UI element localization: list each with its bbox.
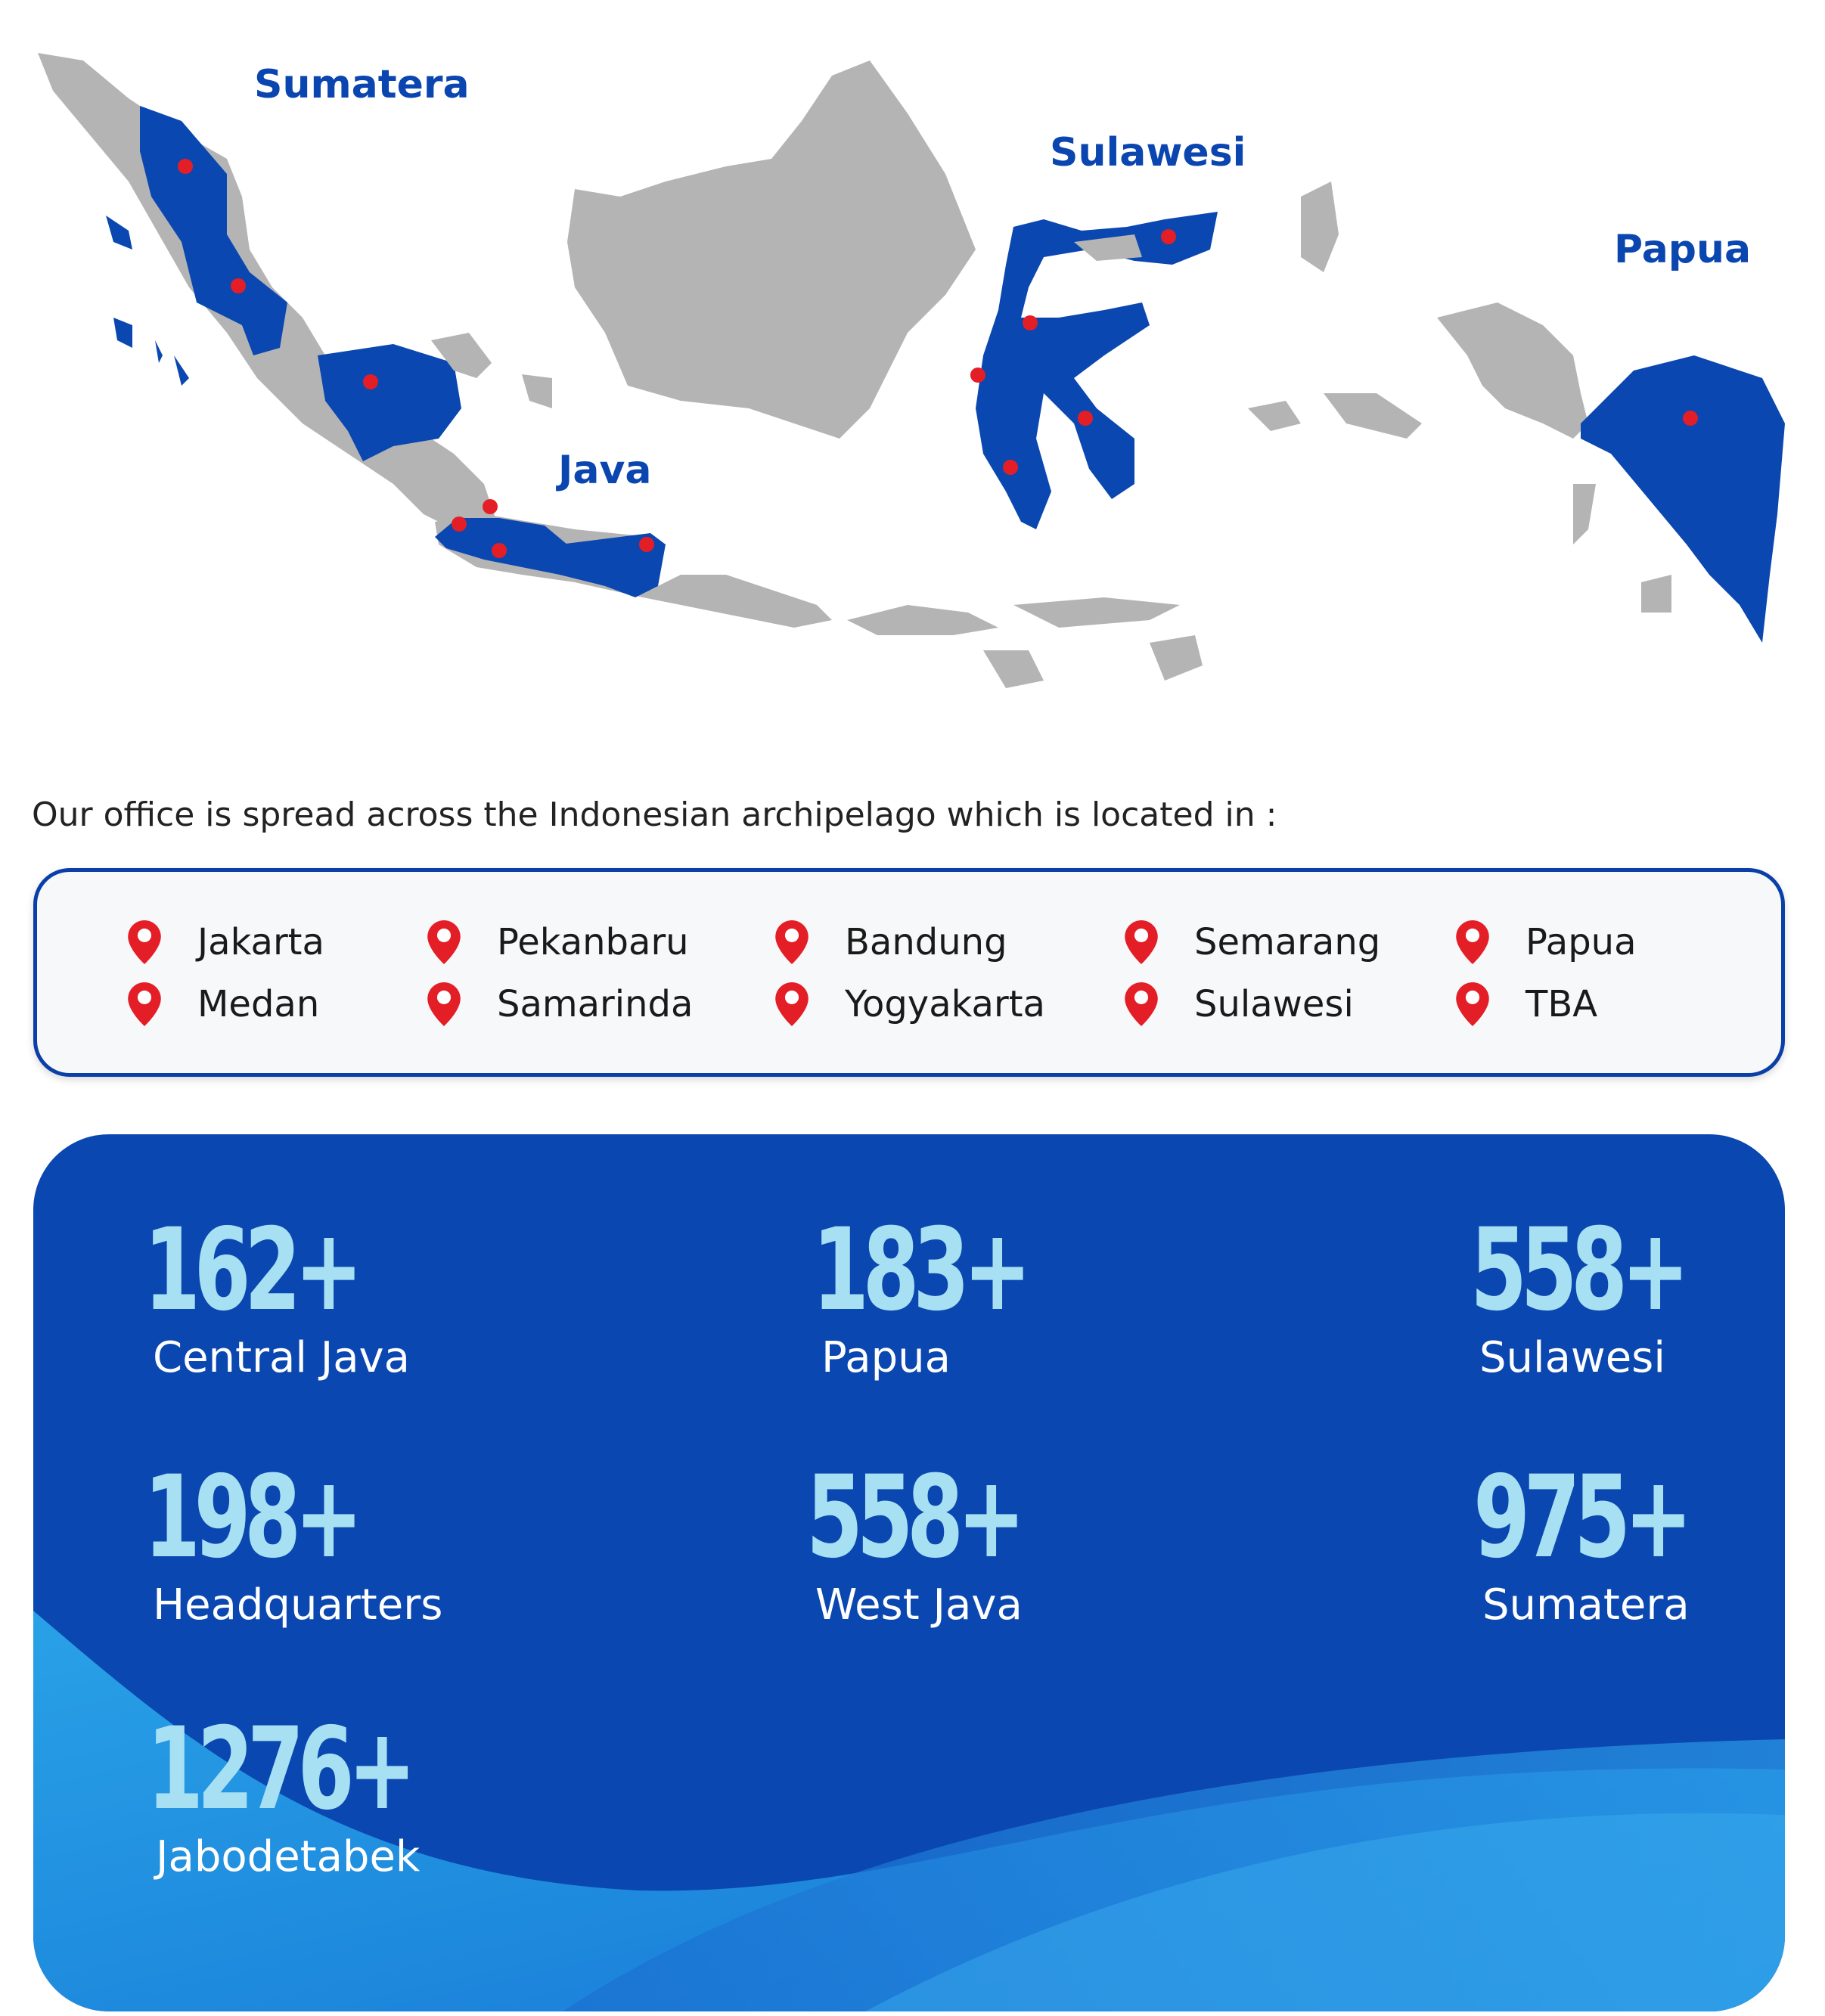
stat-central-java xyxy=(144,1205,439,1382)
stat-value: 1276+ xyxy=(147,1704,410,1835)
office-item-sulawesi: Sulawesi xyxy=(1125,982,1456,1026)
location-pin-icon xyxy=(1456,982,1489,1026)
location-pin-icon xyxy=(1125,982,1158,1026)
office-item-medan: Medan xyxy=(128,982,427,1026)
intro-text: Our office is spread across the Indonesian archipelago which is located in : xyxy=(32,796,1277,834)
office-item-bandung: Bandung xyxy=(775,920,1125,964)
stat-value: 198+ xyxy=(144,1452,357,1583)
location-pin-icon xyxy=(775,920,809,964)
office-item-tba: TBA xyxy=(1456,982,1683,1026)
stat-value: 975+ xyxy=(1473,1452,1687,1583)
location-pin-icon xyxy=(1456,920,1489,964)
location-pin-icon xyxy=(128,982,161,1026)
stat-value: 558+ xyxy=(806,1452,1020,1583)
stat-sumatera xyxy=(1473,1452,1769,1630)
location-pin-icon xyxy=(427,920,461,964)
office-list xyxy=(128,920,1683,1026)
stat-label: Headquarters xyxy=(153,1580,443,1630)
office-item-jakarta: Jakarta xyxy=(128,920,427,964)
stat-value: 183+ xyxy=(812,1205,1026,1336)
location-pin-icon xyxy=(427,982,461,1026)
stat-headquarters xyxy=(144,1452,443,1630)
map-graphic xyxy=(0,0,1825,726)
stat-label: West Java xyxy=(815,1580,1023,1630)
stat-value: 162+ xyxy=(144,1205,357,1336)
location-pin-icon xyxy=(775,982,809,1026)
office-locations-box xyxy=(33,868,1785,1077)
region-label-sumatera: Sumatera xyxy=(254,62,470,107)
region-label-sulawesi: Sulawesi xyxy=(1050,130,1246,175)
office-item-yogyakarta: Yogyakarta xyxy=(775,982,1125,1026)
indonesia-map xyxy=(0,0,1825,726)
stat-papua xyxy=(812,1205,1108,1382)
location-pin-icon xyxy=(1125,920,1158,964)
stat-jabodetabek xyxy=(147,1704,512,1881)
stat-label: Jabodetabek xyxy=(156,1832,421,1881)
stat-value: 558+ xyxy=(1470,1205,1684,1336)
stat-label: Sumatera xyxy=(1482,1580,1690,1630)
stat-sulawesi xyxy=(1470,1205,1766,1382)
office-item-samarinda: Samarinda xyxy=(427,982,775,1026)
region-label-java: Java xyxy=(558,448,652,493)
office-item-pekanbaru: Pekanbaru xyxy=(427,920,775,964)
stat-label: Central Java xyxy=(153,1333,410,1382)
location-pin-icon xyxy=(128,920,161,964)
stat-west-java xyxy=(806,1452,1102,1630)
office-item-papua: Papua xyxy=(1456,920,1683,964)
employee-stats-panel xyxy=(33,1134,1785,2011)
stat-label: Papua xyxy=(821,1333,951,1382)
region-label-papua: Papua xyxy=(1614,227,1752,272)
office-item-semarang: Semarang xyxy=(1125,920,1456,964)
stat-label: Sulawesi xyxy=(1479,1333,1665,1382)
